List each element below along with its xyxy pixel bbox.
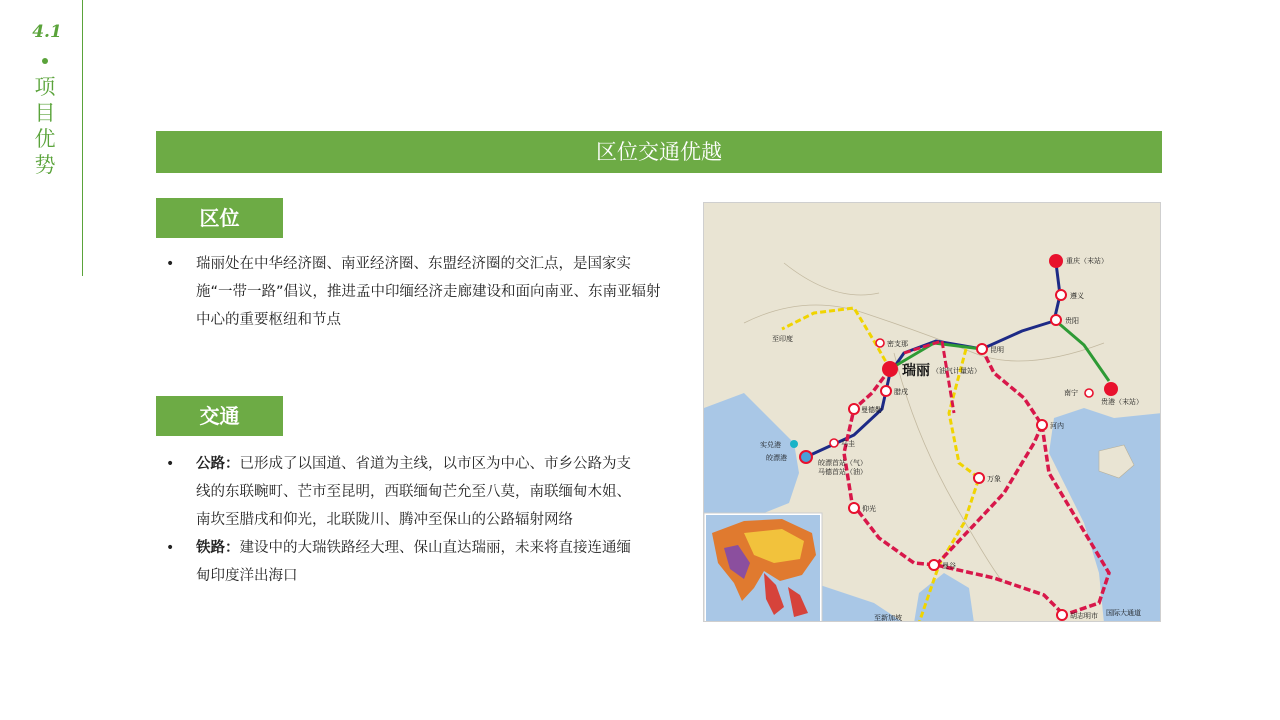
madeisland-oil-station-label: 马德首站（油） — [818, 468, 867, 476]
to-india-label: 至印度 — [772, 335, 793, 343]
city-marker-zunyi — [1056, 290, 1084, 300]
route-map — [703, 202, 1161, 622]
svg-text:遵义: 遵义 — [1070, 292, 1084, 300]
svg-text:（油气计量站）: （油气计量站） — [932, 367, 981, 375]
overview-inset-map — [704, 513, 822, 622]
page-banner-title: 区位交通优越 — [156, 131, 1162, 173]
sidebar-divider — [82, 0, 83, 276]
svg-text:仰光: 仰光 — [862, 505, 876, 513]
svg-text:重庆（末站）: 重庆（末站） — [1066, 257, 1108, 265]
svg-text:密支那: 密支那 — [887, 340, 908, 348]
svg-text:万象: 万象 — [987, 475, 1001, 483]
city-marker-kunming — [977, 344, 1004, 354]
city-marker-myitkyina — [876, 339, 908, 348]
list-item — [166, 450, 642, 534]
location-bullet-list — [166, 250, 666, 334]
transport-bullet-list — [166, 450, 642, 590]
bullet-text: 瑞丽处在中华经济圈、南亚经济圈、东盟经济圈的交汇点，是国家实施“一带一路”倡议，推进孟中印缅经济走廊建设和面向南亚、东南亚辐射中心的重要枢纽和节点 — [196, 256, 661, 328]
svg-text:河内: 河内 — [1050, 422, 1064, 430]
city-marker-lashio — [881, 386, 908, 396]
svg-text:昆明: 昆明 — [990, 346, 1004, 354]
bullet-text: 已形成了以国道、省道为主线，以市区为中心、市乡公路为支线的东联畹町、芒市至昆明，西联缅甸芒允至八莫，南联缅甸木姐、南坎至腊戌和仰光，北联陇川、腾冲至保山的公路辐射网络 — [196, 456, 631, 528]
section-title: 项目优势 — [34, 75, 56, 177]
svg-text:皎漂港: 皎漂港 — [766, 454, 787, 462]
svg-text:腊戌: 腊戌 — [894, 388, 908, 396]
city-marker-magway — [830, 439, 855, 448]
city-marker-vientiane — [974, 473, 1001, 483]
list-item — [166, 250, 666, 334]
to-singapore-label: 至新加坡 — [874, 614, 902, 622]
city-marker-mandalay — [849, 404, 882, 414]
bullet-label: 公路： — [196, 456, 240, 472]
international-corridor-label: 国际大通道 — [1106, 609, 1141, 617]
svg-text:贵港（末站）: 贵港（末站） — [1101, 398, 1143, 406]
svg-text:贵阳: 贵阳 — [1065, 317, 1079, 325]
svg-text:南宁: 南宁 — [1064, 389, 1078, 397]
transport-tag: 交通 — [156, 396, 283, 436]
kyaukpyu-gas-station-label: 皎漂首站（气） — [818, 459, 867, 467]
bullet-dot: • — [166, 256, 175, 272]
section-number: 4.1 — [32, 22, 62, 42]
city-marker-guiyang — [1051, 315, 1079, 325]
svg-text:曼谷: 曼谷 — [942, 562, 956, 570]
bullet-dot: • — [166, 540, 175, 556]
svg-text:曼德勒: 曼德勒 — [861, 406, 882, 414]
city-marker-hanoi — [1037, 420, 1064, 430]
section-bullet-dot — [42, 58, 48, 64]
bullet-label: 铁路： — [196, 540, 240, 556]
bullet-text: 建设中的大瑞铁路经大理、保山直达瑞丽，未来将直接连通缅甸印度洋出海口 — [196, 540, 631, 584]
route-map-svg — [704, 203, 1161, 622]
location-tag: 区位 — [156, 198, 283, 238]
svg-text:瑞丽: 瑞丽 — [902, 363, 930, 379]
city-marker-hcmc — [1057, 610, 1098, 620]
bullet-dot: • — [166, 456, 175, 472]
svg-text:实兑港: 实兑港 — [760, 441, 781, 449]
list-item — [166, 534, 642, 590]
svg-text:胡志明市: 胡志明市 — [1070, 612, 1098, 620]
svg-text:马圭: 马圭 — [841, 440, 855, 448]
city-marker-yangon — [849, 503, 876, 513]
city-marker-bangkok — [929, 560, 956, 570]
